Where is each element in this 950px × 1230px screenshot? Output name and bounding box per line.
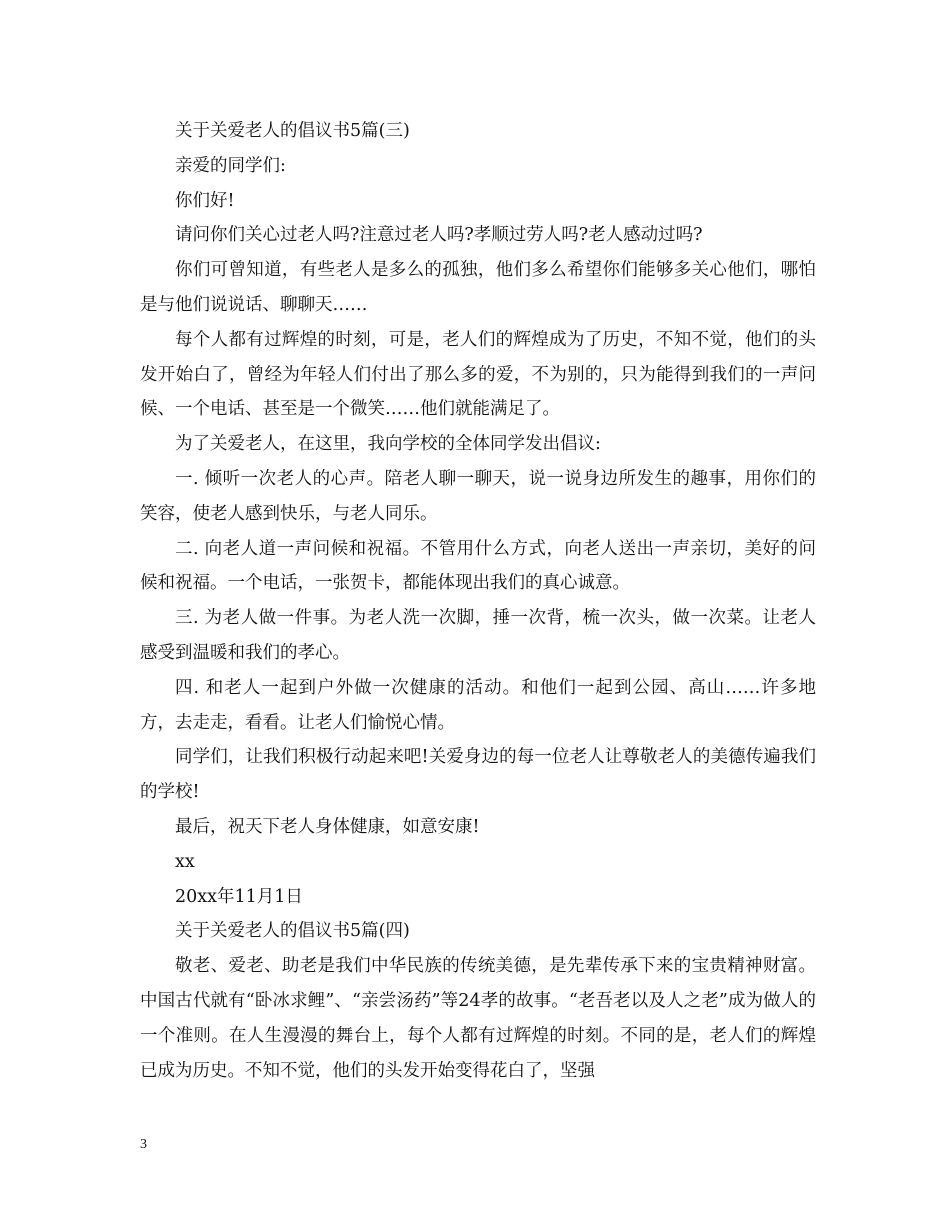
date-line: 20xx年11月1日 — [175, 886, 303, 907]
paragraph-loneliness: 你们可曾知道，有些老人是多么的孤独，他们多么希望你们能够多关心他们，哪怕是与他们说说话、聊聊天…… — [140, 260, 816, 315]
paragraph-proposal-intro: 为了关爱老人，在这里，我向学校的全体同学发出倡议: — [175, 434, 601, 455]
paragraph-call-to-action: 同学们，让我们积极行动起来吧!关爱身边的每一位老人让尊敬老人的美德传遍我们的学校! — [140, 747, 816, 803]
proposal-item-3: 三. 为老人做一件事。为老人洗一次脚，捶一次背，梳一次头，做一次菜。让老人感受到温暖和我们的孝心。 — [140, 608, 816, 663]
proposal-item-1: 一. 倾听一次老人的心声。陪老人聊一聊天，说一说身边所发生的趣事，用你们的笑容，使老人感到快乐，与老人同乐。 — [140, 468, 816, 524]
paragraph-questions: 请问你们关心过老人吗?注意过老人吗?孝顺过劳人吗?老人感动过吗? — [175, 225, 703, 246]
paragraph-glory: 每个人都有过辉煌的时刻，可是，老人们的辉煌成为了历史，不知不觉，他们的头发开始白了，曾经为年轻人们付出了那么多的爱，不为别的，只为能得到我们的一声问候、一个电话、甚至是一个微笑……他们就能满足了。 — [140, 329, 816, 420]
document-body — [140, 114, 816, 1088]
section-title-3: 关于关爱老人的倡议书5篇(三) — [175, 121, 410, 141]
greeting: 你们好! — [175, 190, 235, 211]
paragraph-closing-wish: 最后，祝天下老人身体健康，如意安康! — [175, 816, 480, 837]
page-number: 3 — [140, 1137, 147, 1152]
proposal-item-4: 四. 和老人一起到户外做一次健康的活动。和他们一起到公园、高山……许多地方，去走走，看看。让老人们愉悦心情。 — [140, 677, 816, 733]
paragraph-respect-elders: 敬老、爱老、助老是我们中华民族的传统美德，是先辈传承下来的宝贵精神财富。中国古代就有“卧冰求鲤”、“亲尝汤药”等24孝的故事。“老吾老以及人之老”成为做人的一个准则。在人生漫漫的舞台上，每个人都有过辉煌的时刻。不同的是，老人们的辉煌已成为历史。不知不觉，他们的头发开始变得花白了，坚强 — [140, 956, 816, 1081]
section-title-4: 关于关爱老人的倡议书5篇(四) — [175, 921, 410, 942]
salutation: 亲爱的同学们: — [175, 155, 286, 176]
proposal-item-2: 二. 向老人道一声问候和祝福。不管用什么方式，向老人送出一声亲切，美好的问候和祝福。一个电话，一张贺卡，都能体现出我们的真心诚意。 — [140, 538, 816, 594]
signature: xx — [175, 851, 195, 872]
